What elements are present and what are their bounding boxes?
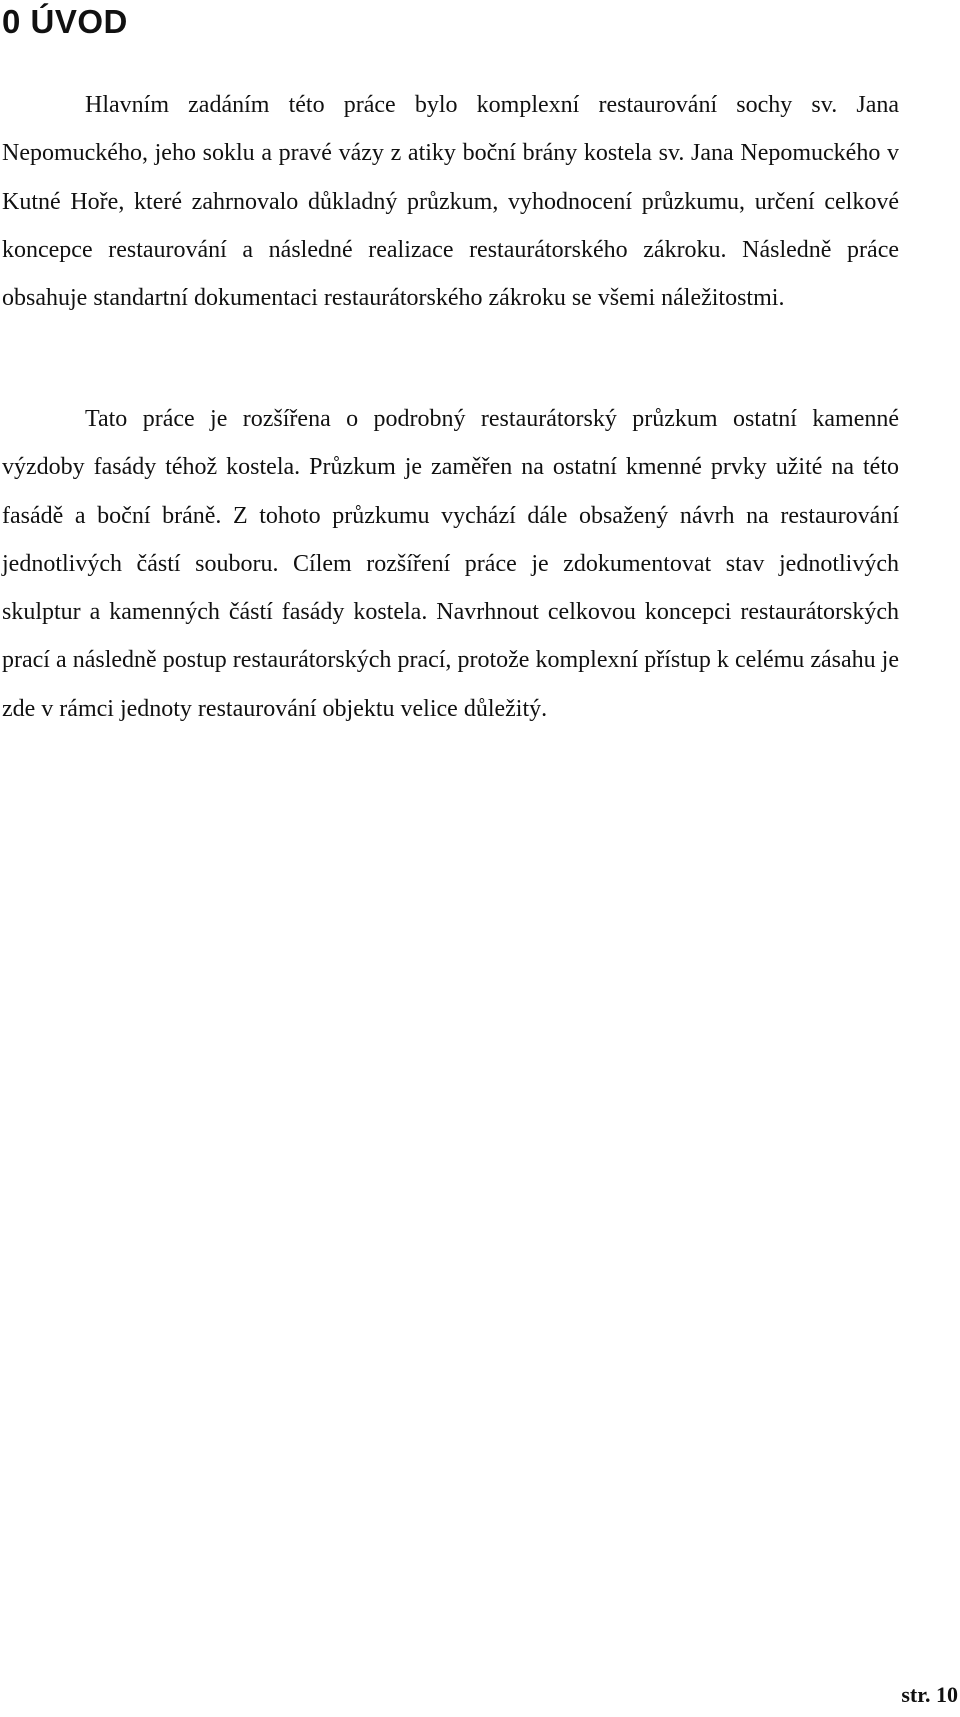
paragraph-intro: Hlavním zadáním této práce bylo komplexní restaurování sochy sv. Jana Nepomuckého, jeho soklu a pravé vázy z atiky boční brány kostela sv. Jana Nepomuckého v Kutné Hoře, které zahrnovalo důkladný průzkum, vyhodnocení průzkumu, určení celkové koncepce restaurování a následné realizace restaurátorského zákroku. Následně práce obsahuje standartní dokumentaci restaurátorského zákroku se všemi náležitostmi. <box>2 92 899 312</box>
section-heading: 0 ÚVOD <box>2 3 128 40</box>
page-number: str. 10 <box>901 1682 958 1707</box>
paragraph-extension: Tato práce je rozšířena o podrobný restaurátorský průzkum ostatní kamenné výzdoby fasády téhož kostela. Průzkum je zaměřen na ostatní kmenné prvky užité na této fasádě a boční bráně. Z tohoto průzkumu vychází dále obsažený návrh na restaurování jednotlivých částí souboru. Cílem rozšíření práce je zdokumentovat stav jednotlivých skulptur a kamenných částí fasády kostela. Navrhnout celkovou koncepci restaurátorských prací a následně postup restaurátorských prací, protože komplexní přístup k celému zásahu je zde v rámci jednoty restaurování objektu velice důležitý. <box>2 406 899 722</box>
